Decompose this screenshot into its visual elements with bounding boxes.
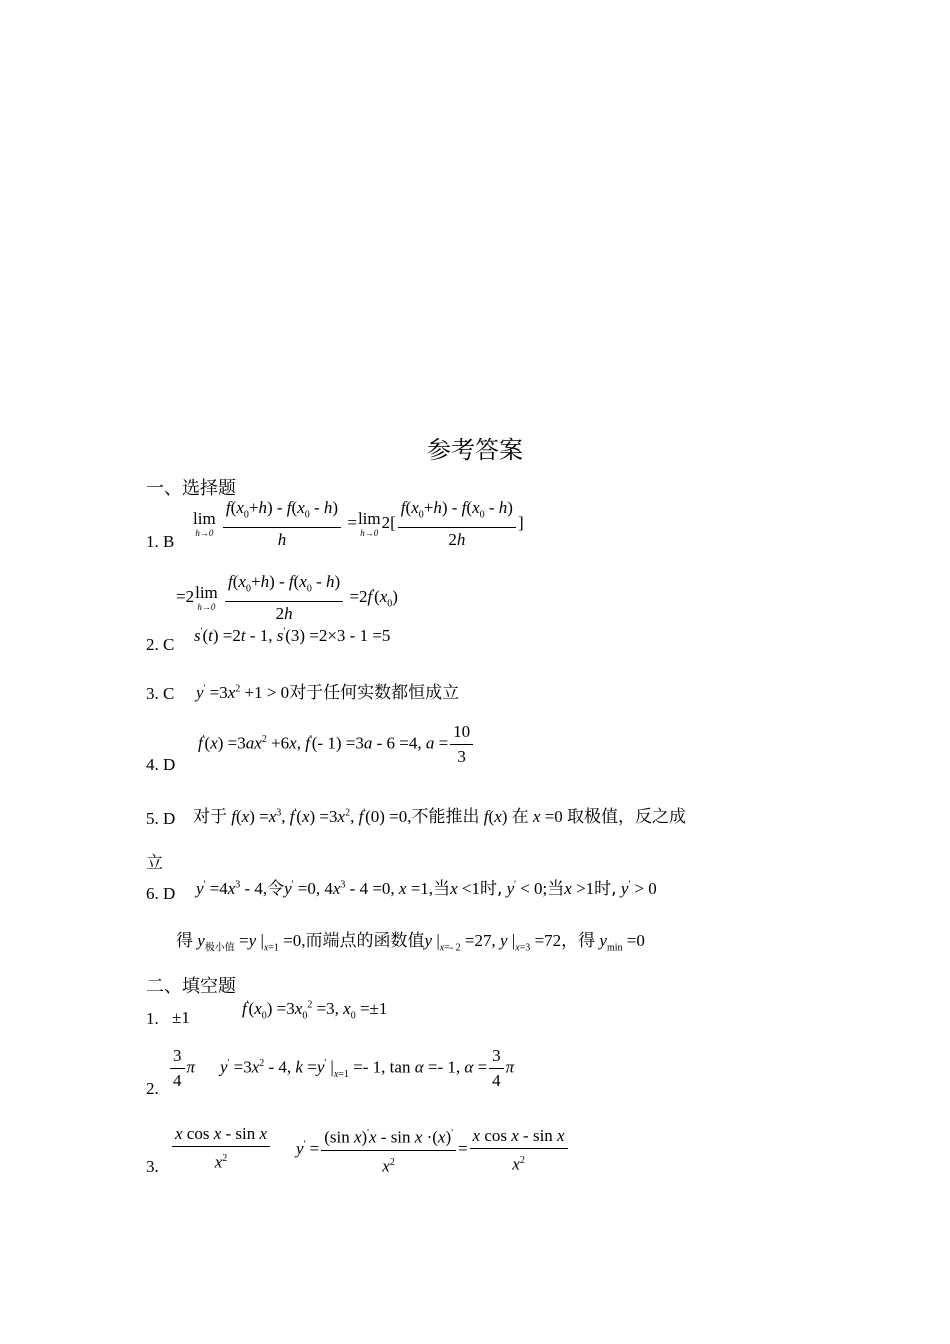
f3-label: 3.	[146, 1157, 159, 1176]
f2-answer: $\frac{3}{4}$ π	[168, 1046, 195, 1091]
f2-formula: $y' =3x^2 - 4$, k =y' $|_{x=1} =- 1$, tan α =- 1, α = $\frac{3}{4}$ π	[220, 1046, 515, 1090]
f3-formula: y' = $\frac{(\sin x)'x - \sin x \cdot(x)'}{x^2}$ = $\frac{\text{x cos x - sin x}}{x^2}$	[296, 1124, 570, 1176]
f2-label: 2.	[146, 1079, 159, 1098]
q3-formula: $y' =3x^2 +1 > 0$对于任何实数都恒成立	[196, 683, 460, 703]
q6-dang1: 当	[433, 879, 451, 899]
q6-dang2: 当	[547, 879, 565, 899]
q5-wrap: 立	[146, 853, 163, 873]
page-title: 参考答案	[427, 438, 523, 464]
q3-label: 3. C	[146, 684, 175, 703]
q6-formula-line1: $y' =4x^3 - 4$,令y' =0, $4x^3 - 4 =0$, x =1,当x <1时, y' < 0;当x >1时, y' > 0	[196, 879, 657, 899]
f3-answer: $\frac{\text{x cos x - sin x}}{x^2}$	[170, 1124, 272, 1173]
q6-min: min	[606, 942, 623, 954]
q6-shi1: 时,	[479, 879, 503, 899]
q1-formula-line2: =2 lim h→0 $\frac{f(x_0+h) - f(x_0 - h)}{2h}$ $=2f'(x_0)$	[176, 572, 398, 624]
q5-mid2: 在	[511, 807, 529, 827]
section-fill-heading: 二、填空题	[146, 976, 236, 996]
q2-formula: s'(t) =2t - 1, s'(3) =2×3 - 1 =5	[194, 626, 391, 645]
q5-prefix: 对于	[193, 807, 227, 827]
q6-label: 6. D	[146, 884, 176, 903]
f1-answer: ±1	[172, 1008, 190, 1027]
q1-label: 1. B	[146, 532, 175, 551]
q6-duandian: 而端点的函数值	[305, 931, 425, 951]
q6-formula-line2: 得 $y_{极小值} =y$ $|_{x=1} =0$,而端点的函数值y $|_{x=- 2} =27$, y $|_{x=3} =72$，得 $y_{min} =0$	[176, 931, 645, 954]
q6-shi2: 时,	[594, 879, 617, 899]
f1-label: 1.	[146, 1009, 159, 1028]
q4-label: 4. D	[146, 755, 176, 774]
q6-jixiao: 极小值	[204, 942, 235, 954]
q6-de: 得	[176, 931, 193, 951]
q4-formula: $f'(x) =3ax^2 +6x$, f'(- 1) =3a - 6 =4, a = $\frac{10}{3}$	[198, 722, 475, 767]
f1-formula: $f'(x_0) =3x_0^2 =3$, $x_0 =\pm 1$	[242, 999, 388, 1022]
q5-label: 5. D	[146, 809, 176, 828]
q5-mid1: 不能推出	[411, 807, 480, 827]
q5-suffix: 取极值，反之成	[567, 807, 687, 827]
q6-ling: 令	[267, 879, 285, 899]
q1-formula-line1: lim h→0 $\frac{f(x_0+h) - f(x_0 - h)}{h}$ = lim h→0 2[ $\frac{f(x_0+h) - f(x_0 - h)}{2h}$ ]	[193, 498, 524, 550]
q3-text: 对于任何实数都恒成立	[289, 683, 460, 703]
q6-de2: ，得	[561, 931, 596, 951]
q5-formula: 对于 $f(x) =x^3$, $f'(x) =3x^2$, f'(0) =0,不能推出 f(x) 在 x =0 取极值，反之成	[193, 807, 687, 827]
section-choice-heading: 一、选择题	[146, 478, 236, 498]
q2-label: 2. C	[146, 635, 175, 654]
